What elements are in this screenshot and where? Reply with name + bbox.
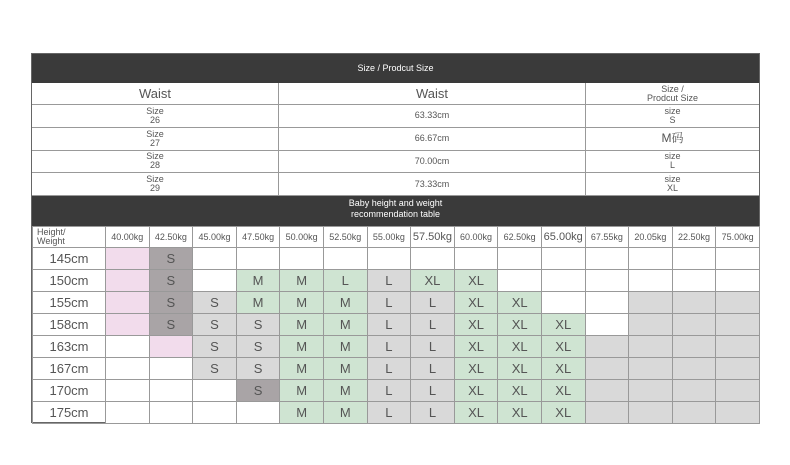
size-cell [498,270,542,292]
size-cell: XL [541,358,585,380]
waist-cell-code: size XL [664,174,681,194]
size-cell [629,336,673,358]
size-cell: M [280,358,324,380]
size-cell [106,248,150,270]
weight-header: 47.50kg [236,227,280,248]
waist-cell-code: size S [664,105,681,125]
size-cell: L [411,314,455,336]
size-cell [585,358,629,380]
height-label: 145cm [33,248,106,270]
size-cell: L [367,380,411,402]
size-cell: XL [498,336,542,358]
size-cell: XL [541,336,585,358]
size-cell: M [280,314,324,336]
size-cell [672,270,716,292]
size-cell: XL [454,292,498,314]
size-cell [716,358,760,380]
size-cell: M [236,270,280,292]
height-row [33,270,760,292]
size-cell: L [411,402,455,424]
size-cell: XL [454,380,498,402]
size-cell [106,292,150,314]
size-cell: S [149,292,193,314]
weight-header: 62.50kg [498,227,542,248]
weight-header: 57.50kg [411,227,455,248]
size-cell [498,248,542,270]
size-cell: M [323,314,367,336]
waist-cell-size: Size 27 [32,128,279,150]
weight-header: 75.00kg [716,227,760,248]
size-cell: XL [541,314,585,336]
size-cell: M [280,402,324,424]
size-cell: L [411,292,455,314]
waist-cell-size: Size 29 [32,173,279,195]
size-cell: XL [498,314,542,336]
waist-cell-waist: 63.33cm [279,105,586,127]
height-row [33,380,760,402]
waist-cell-code: size L [664,151,681,171]
size-cell [106,380,150,402]
size-cell: XL [498,402,542,424]
size-cell [454,248,498,270]
size-cell [149,402,193,424]
waist-cell-waist: 70.00cm [279,151,586,173]
size-cell: L [323,270,367,292]
size-cell: M [323,402,367,424]
size-cell [629,380,673,402]
weight-header: 67.55kg [585,227,629,248]
size-cell: XL [454,270,498,292]
size-cell: S [193,336,237,358]
size-cell [323,248,367,270]
size-cell [106,358,150,380]
size-cell [716,380,760,402]
size-cell [236,248,280,270]
size-cell: XL [541,402,585,424]
size-cell [193,248,237,270]
size-cell: S [236,314,280,336]
size-cell [672,314,716,336]
size-cell: L [367,402,411,424]
weight-header: 65.00kg [541,227,585,248]
height-row [33,314,760,336]
size-cell [280,248,324,270]
weight-header: 20.05kg [629,227,673,248]
height-row [33,292,760,314]
size-cell [541,292,585,314]
corner-label: Height/ Weight [33,227,106,248]
chart-title: Size / Prodcut Size [32,54,759,83]
height-label: 150cm [33,270,106,292]
size-cell: S [236,380,280,402]
size-cell [672,402,716,424]
size-cell [629,292,673,314]
size-cell: XL [411,270,455,292]
size-cell [106,336,150,358]
size-cell [585,402,629,424]
size-cell: L [411,380,455,402]
recommend-table [32,226,760,424]
size-cell: L [411,358,455,380]
size-cell [149,358,193,380]
size-cell [236,402,280,424]
waist-cell-code: M码 [661,131,684,146]
size-cell [541,248,585,270]
size-cell [106,314,150,336]
size-cell: M [280,292,324,314]
size-cell [629,402,673,424]
size-cell [716,270,760,292]
weight-header: 50.00kg [280,227,324,248]
size-cell [541,270,585,292]
waist-row [32,128,759,151]
size-cell: M [280,336,324,358]
size-cell [629,358,673,380]
size-cell [411,248,455,270]
size-cell: L [411,336,455,358]
size-cell: M [323,292,367,314]
weight-header: 52.50kg [323,227,367,248]
size-chart [31,53,760,423]
size-cell: M [323,380,367,402]
size-cell: S [149,248,193,270]
waist-cell-waist: 66.67cm [279,128,586,150]
size-cell: S [193,292,237,314]
height-label: 167cm [33,358,106,380]
size-cell: XL [454,358,498,380]
size-cell [629,314,673,336]
size-cell [106,270,150,292]
height-row [33,358,760,380]
size-cell [672,292,716,314]
size-cell: M [280,270,324,292]
size-cell [716,336,760,358]
size-cell [585,270,629,292]
size-cell: S [236,336,280,358]
size-cell [629,270,673,292]
weight-header: 60.00kg [454,227,498,248]
size-cell: S [193,314,237,336]
size-cell [585,336,629,358]
size-cell: S [149,314,193,336]
waist-row [32,173,759,196]
size-cell [629,248,673,270]
size-cell: M [323,336,367,358]
waist-header-row [32,83,759,105]
size-cell: L [367,292,411,314]
size-cell [716,402,760,424]
size-cell [672,248,716,270]
size-cell [106,402,150,424]
height-label: 170cm [33,380,106,402]
weight-header: 55.00kg [367,227,411,248]
recommend-title: Baby height and weight recommendation table [32,196,759,226]
size-cell [585,380,629,402]
height-row [33,248,760,270]
weight-header: 40.00kg [106,227,150,248]
size-cell [149,380,193,402]
size-cell [672,380,716,402]
height-label: 158cm [33,314,106,336]
size-cell: M [323,358,367,380]
size-cell: M [280,380,324,402]
size-cell: XL [498,358,542,380]
size-cell: S [236,358,280,380]
size-cell: L [367,270,411,292]
size-cell [193,270,237,292]
waist-row [32,151,759,174]
height-label: 163cm [33,336,106,358]
size-cell [149,336,193,358]
size-cell [193,380,237,402]
size-cell [672,358,716,380]
size-cell: M [236,292,280,314]
size-cell: S [149,270,193,292]
waist-cell-size: Size 28 [32,151,279,173]
weight-header: 45.00kg [193,227,237,248]
size-cell: XL [454,336,498,358]
size-cell [193,402,237,424]
weight-header: 42.50kg [149,227,193,248]
size-cell [716,248,760,270]
size-cell [585,292,629,314]
waist-row [32,105,759,128]
size-cell: XL [498,292,542,314]
size-cell [716,292,760,314]
size-cell: XL [454,314,498,336]
size-cell [716,314,760,336]
height-label: 155cm [33,292,106,314]
height-label: 175cm [33,402,106,424]
size-cell: L [367,358,411,380]
waist-header-2: Waist [279,83,586,104]
size-cell [585,248,629,270]
height-row [33,402,760,424]
size-cell [367,248,411,270]
size-cell [585,314,629,336]
waist-cell-waist: 73.33cm [279,173,586,195]
waist-header-1: Waist [32,83,279,104]
size-cell: L [367,314,411,336]
size-cell [672,336,716,358]
waist-header-3: Size / Prodcut Size [646,83,699,103]
size-cell: XL [498,380,542,402]
size-cell: S [193,358,237,380]
height-row [33,336,760,358]
size-cell: XL [454,402,498,424]
size-cell: L [367,336,411,358]
waist-cell-size: Size 26 [32,105,279,127]
weight-header: 22.50kg [672,227,716,248]
size-cell: XL [541,380,585,402]
